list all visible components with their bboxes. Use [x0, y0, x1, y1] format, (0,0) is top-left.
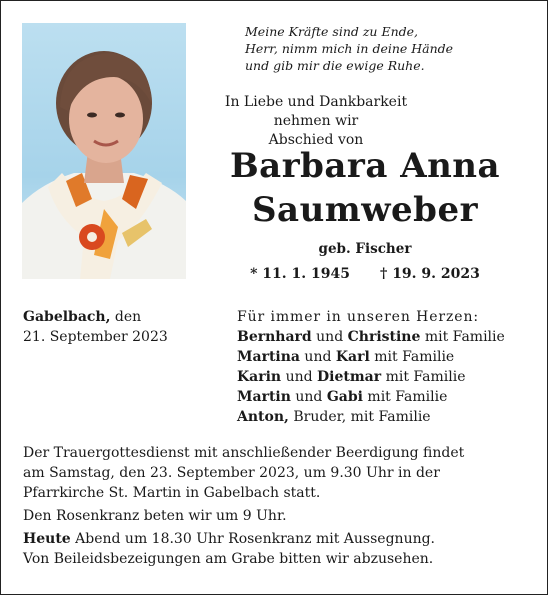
connector: und [311, 329, 348, 345]
poem-line: Meine Kräfte sind zu Ende, [245, 24, 418, 39]
intro-line: Abschied von [268, 132, 364, 148]
connector: und [281, 369, 318, 385]
family-header: Für immer in unseren Herzen: [237, 309, 480, 325]
relative-name: Martin [237, 389, 291, 405]
notice-date: 21. September 2023 [23, 329, 168, 345]
connector: und [299, 349, 336, 365]
service-info [23, 443, 533, 572]
birth-date: * 11. 1. 1945 [250, 266, 350, 282]
life-dates [189, 266, 541, 282]
relative-name: Bernhard [237, 329, 312, 345]
family-line [237, 387, 505, 407]
family-line [237, 327, 505, 347]
family-line [237, 407, 505, 427]
poem-verse [245, 23, 485, 74]
family-suffix: mit Familie [381, 369, 466, 385]
poem-line: Herr, nimm mich in deine Hände [245, 41, 454, 56]
service-line: Der Trauergottesdienst mit anschließender Beerdigung findet [23, 445, 465, 461]
death-date: † 19. 9. 2023 [380, 266, 480, 282]
relative-name: Anton, [237, 409, 289, 425]
relative-name: Martina [237, 349, 300, 365]
first-names: Barbara Anna [229, 146, 501, 186]
family-suffix: mit Familie [420, 329, 505, 345]
den-word: den [110, 309, 142, 325]
place-and-date [23, 307, 168, 347]
service-line: am Samstag, den 23. September 2023, um 9.30 Uhr in der [23, 465, 440, 481]
relative-name: Gabi [326, 389, 363, 405]
relative-name: Dietmar [317, 369, 382, 385]
family-suffix: Bruder, mit Familie [288, 409, 431, 425]
service-line: Pfarrkirche St. Martin in Gabelbach statt. [23, 485, 321, 501]
deceased-name [189, 144, 541, 232]
relative-name: Christine [347, 329, 421, 345]
connector: und [290, 389, 327, 405]
family-suffix: mit Familie [362, 389, 448, 405]
tonight-text [23, 529, 533, 549]
poem-line: und gib mir die ewige Ruhe. [245, 58, 425, 73]
today-word: Heute [23, 531, 71, 547]
place-name: Gabelbach, [23, 309, 111, 325]
birth-name: geb. Fischer [318, 241, 412, 257]
funeral-service-text [23, 443, 533, 503]
surname: Saumweber [252, 190, 478, 230]
condolence-text: Von Beileidsbezeigungen am Grabe bitten wir abzusehen. [23, 551, 434, 567]
intro-text [201, 93, 431, 150]
relative-name: Karl [335, 349, 370, 365]
family-suffix: mit Familie [369, 349, 455, 365]
portrait-photo [22, 23, 186, 279]
family-line [237, 347, 505, 367]
tonight-rest: Abend um 18.30 Uhr Rosenkranz mit Aussegnung. [70, 531, 436, 547]
family-line [237, 367, 505, 387]
relative-name: Karin [237, 369, 282, 385]
family-list [237, 307, 505, 427]
rosary-text: Den Rosenkranz beten wir um 9 Uhr. [23, 508, 287, 524]
intro-line: In Liebe und Dankbarkeit nehmen wir [224, 94, 408, 129]
